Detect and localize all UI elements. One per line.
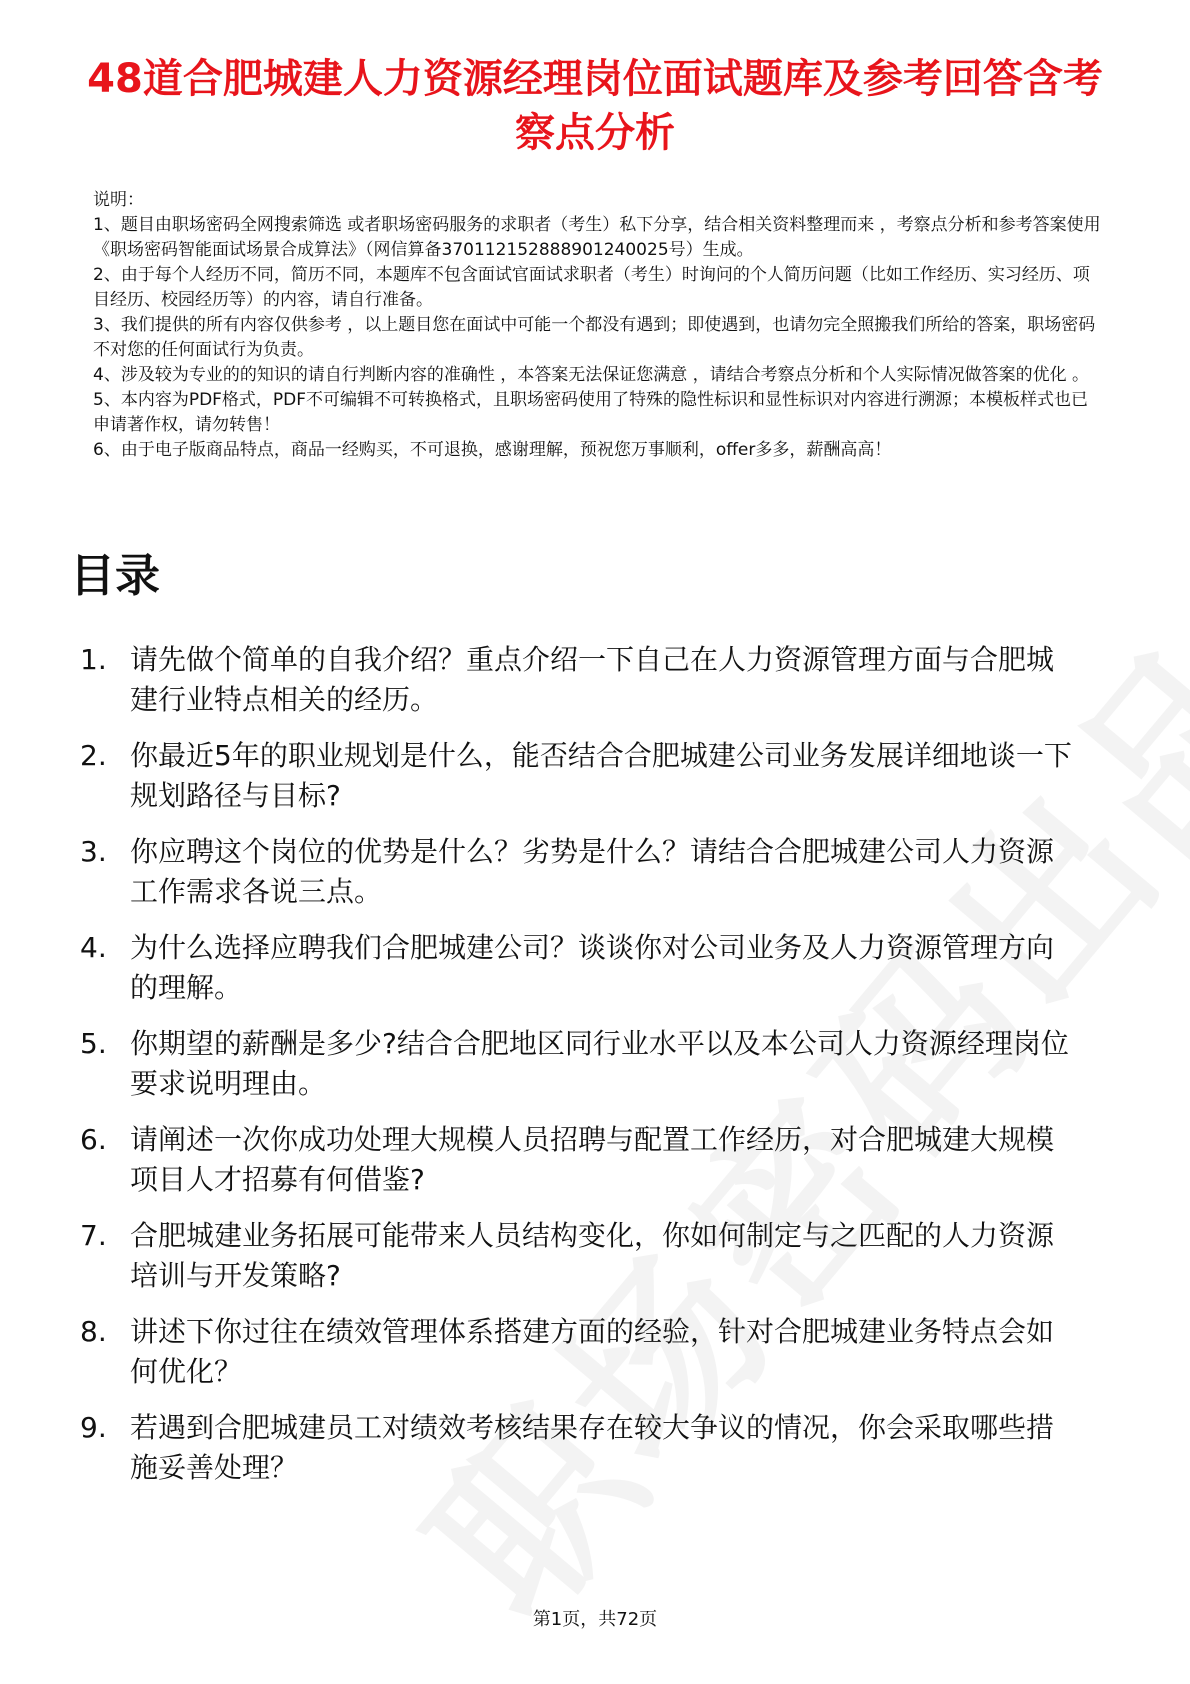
toc-item[interactable]	[80, 928, 1080, 1008]
toc-item-text: 为什么选择应聘我们合肥城建公司？谈谈你对公司业务及人力资源管理方向的理解。	[130, 931, 1055, 1004]
toc-item-number: 6.	[80, 1123, 107, 1156]
toc-item-number: 3.	[80, 835, 107, 868]
toc-item[interactable]	[80, 1024, 1080, 1104]
notes-section	[93, 188, 1103, 463]
note-item: 2、由于每个人经历不同，简历不同，本题库不包含面试官面试求职者（考生）时询问的个人简历问题（比如工作经历、实习经历、项目经历、校园经历等）的内容，请自行准备。	[93, 265, 1090, 310]
toc-item-number: 1.	[80, 643, 107, 676]
toc-item[interactable]	[80, 640, 1080, 720]
toc-item-number: 7.	[80, 1219, 107, 1252]
toc-item-number: 9.	[80, 1411, 107, 1444]
toc-item-text: 你最近5年的职业规划是什么，能否结合合肥城建公司业务发展详细地谈一下规划路径与目标?	[130, 739, 1072, 812]
note-item: 1、题目由职场密码全网搜索筛选 或者职场密码服务的求职者（考生）私下分享，结合相关资料整理而来 ，考察点分析和参考答案使用《职场密码智能面试场景合成算法》（网信算备370112152888901240025号）生成。	[93, 215, 1101, 260]
toc-item[interactable]	[80, 736, 1080, 816]
note-item: 5、本内容为PDF格式，PDF不可编辑不可转换格式，且职场密码使用了特殊的隐性标识和显性标识对内容进行溯源；本模板样式也已申请著作权，请勿转售！	[93, 390, 1089, 435]
note-item: 6、由于电子版商品特点，商品一经购买，不可退换，感谢理解，预祝您万事顺利，offer多多，薪酬高高！	[93, 440, 892, 460]
toc-heading: 目录	[70, 549, 161, 602]
toc-item-text: 你应聘这个岗位的优势是什么？劣势是什么？请结合合肥城建公司人力资源工作需求各说三点。	[130, 835, 1055, 908]
toc-item-number: 2.	[80, 739, 107, 772]
page-footer: 第1页，共72页	[532, 1609, 658, 1630]
toc-item[interactable]	[80, 832, 1080, 912]
toc-item[interactable]	[80, 1120, 1080, 1200]
toc-list	[80, 640, 1080, 1504]
document-title: 48道合肥城建人力资源经理岗位面试题库及参考回答含考察点分析	[87, 56, 1103, 156]
toc-item-text: 请先做个简单的自我介绍？重点介绍一下自己在人力资源管理方面与合肥城建行业特点相关的经历。	[130, 643, 1055, 716]
toc-item[interactable]	[80, 1312, 1080, 1392]
toc-item-text: 讲述下你过往在绩效管理体系搭建方面的经验，针对合肥城建业务特点会如何优化？	[130, 1315, 1055, 1388]
toc-item-text: 你期望的薪酬是多少?结合合肥地区同行业水平以及本公司人力资源经理岗位要求说明理由。	[130, 1027, 1069, 1100]
toc-item[interactable]	[80, 1408, 1080, 1488]
note-item: 3、我们提供的所有内容仅供参考 ，以上题目您在面试中可能一个都没有遇到；即使遇到，也请勿完全照搬我们所给的答案，职场密码不对您的任何面试行为负责。	[93, 315, 1096, 360]
note-item: 4、涉及较为专业的的知识的请自行判断内容的准确性 ，本答案无法保证您满意 ，请结合考察点分析和个人实际情况做答案的优化 。	[93, 365, 1090, 385]
toc-item-text: 合肥城建业务拓展可能带来人员结构变化，你如何制定与之匹配的人力资源培训与开发策略?	[130, 1219, 1055, 1292]
toc-item-text: 请阐述一次你成功处理大规模人员招聘与配置工作经历，对合肥城建大规模项目人才招募有何借鉴?	[130, 1123, 1055, 1196]
toc-item-text: 若遇到合肥城建员工对绩效考核结果存在较大争议的情况，你会采取哪些措施妥善处理？	[130, 1411, 1055, 1484]
toc-item-number: 5.	[80, 1027, 107, 1060]
notes-heading: 说明：	[93, 190, 144, 210]
toc-item-number: 8.	[80, 1315, 107, 1348]
toc-item-number: 4.	[80, 931, 107, 964]
toc-item[interactable]	[80, 1216, 1080, 1296]
